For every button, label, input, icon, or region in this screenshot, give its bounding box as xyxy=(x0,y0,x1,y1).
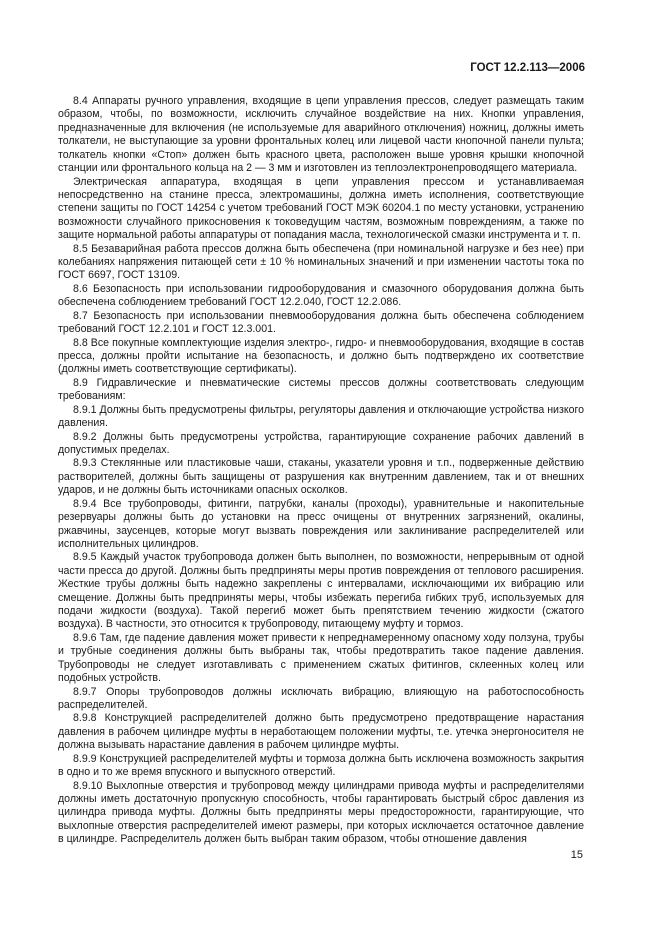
paragraph-8-9-5: 8.9.5 Каждый участок трубопровода должен быть выполнен, по возможности, непрерывным от одной части пресса до другой. Должны быть предприняты меры против повреждения от теплового расширения. Жесткие трубы должны быть надежно закреплены с интервалами, исключающими их вибрацию или смещение. Должны быть предприняты меры, чтобы избежать перегиба гибких труб, используемых для подачи жидкости (воздуха). Такой перегиб может быть препятствием течению жидкости (сжатого воздуха). В частности, это относится к трубопроводу, питающему муфту и тормоз. xyxy=(58,551,584,631)
paragraph-8-9-8: 8.9.8 Конструкцией распределителей должно быть предусмотрено предотвращение нарастания давления в рабочем цилиндре муфты в неработающем положении муфты, т.е. утечка энергоносителя не должна вызывать нарастание давления в рабочем цилиндре муфты. xyxy=(58,712,584,752)
paragraph-8-9-6: 8.9.6 Там, где падение давления может привести к непреднамеренному опасному ходу ползуна, трубы и трубные соединения должны быть выбраны так, чтобы предотвратить такое падение давления. Трубопроводы не следует изготавливать с применением сжатых фитингов, склеенных колец или подобных устройств. xyxy=(58,631,584,685)
paragraph-8-9-3: 8.9.3 Стеклянные или пластиковые чаши, стаканы, указатели уровня и т.п., подверженные действию растворителей, должны быть защищены от разрушения как внутренним давлением, так и от внешних ударов, и не должны быть источниками опасных осколков. xyxy=(58,457,584,497)
paragraph-8-9: 8.9 Гидравлические и пневматические системы прессов должны соответствовать следующим требованиям: xyxy=(58,376,584,403)
document-body xyxy=(58,95,584,847)
paragraph-8-9-7: 8.9.7 Опоры трубопроводов должны исключать вибрацию, влияющую на работоспособность распределителей. xyxy=(58,685,584,711)
paragraph-8-5: 8.5 Безаварийная работа прессов должна быть обеспечена (при номинальной нагрузке и без нее) при колебаниях напряжения питающей сети ± 10 % номинальных значений и при изменении частоты тока по ГОСТ 6697, ГОСТ 13109. xyxy=(58,242,584,282)
paragraph-8-4: 8.4 Аппараты ручного управления, входящие в цепи управления прессов, следует размещать таким образом, чтобы, по возможности, исключить случайное воздействие на них. Кнопки управления, предназначенные для включения (не используемые для аварийного отключения) ножниц, должны иметь толкатели, не выступающие за уровни фронтальных колец или лицевой части кнопочной панели пульта; толкатель кнопки «Стоп» должен быть красного цвета, расположен выше уровня крышки кнопочной станции или фронтального кольца на 2 — 3 мм и изготовлен из теплоэлектронепроводящего материала. xyxy=(58,95,584,175)
paragraph-electrical-apparatus: Электрическая аппаратура, входящая в цепи управления прессом и устанавливаемая непосредственно на станине пресса, электромашины, должна иметь исполнения, соответствующие степени защиты по ГОСТ 14254 с учетом требований ГОСТ МЭК 60204.1 по месту установки, устранению возможности случайного прикосновения к токоведущим частям, возможным повреждениям, а также по защите нормальной работы аппаратуры от попадания масла, технологической смазки инструмента и т. п. xyxy=(58,175,584,242)
paragraph-8-9-9: 8.9.9 Конструкцией распределителей муфты и тормоза должна быть исключена возможность закрытия в одно и то же время впускного и выпускного отверстий. xyxy=(58,752,584,779)
paragraph-8-9-4: 8.9.4 Все трубопроводы, фитинги, патрубки, каналы (проходы), уравнительные и накопительные резервуары должны быть до установки на пресс очищены от внутренних загрязнений, окалины, ржавчины, заусенцев, которые могут вызвать повреждения или заклинивание распределителей или исполнительных цилиндров. xyxy=(58,497,584,550)
paragraph-8-7: 8.7 Безопасность при использовании пневмооборудования должна быть обеспечена соблюдением требований ГОСТ 12.2.101 и ГОСТ 12.3.001. xyxy=(58,309,584,336)
paragraph-8-9-10: 8.9.10 Выхлопные отверстия и трубопровод между цилиндрами привода муфты и распределителями должны иметь достаточную пропускную способность, чтобы гарантировать быстрый сброс давления из цилиндра привода муфты. Должны быть предприняты меры предосторожности, гарантирующие, что выхлопные отверстия распределителей имеют размеры, при которых исключается остаточное давление в цилиндре. Распределитель должен быть выбран таким образом, чтобы отношение давления xyxy=(58,779,584,846)
paragraph-8-8: 8.8 Все покупные комплектующие изделия электро-, гидро- и пневмооборудования, входящие в состав пресса, должны пройти испытание на безопасность, и должно быть подтверждено их соответствие (должны иметь соответствующие сертификаты). xyxy=(58,336,584,376)
document-code: ГОСТ 12.2.113—2006 xyxy=(470,62,585,74)
paragraph-8-9-2: 8.9.2 Должны быть предусмотрены устройства, гарантирующие сохранение рабочих давлений в допустимых пределах. xyxy=(58,430,584,456)
paragraph-8-9-1: 8.9.1 Должны быть предусмотрены фильтры, регуляторы давления и отключающие устройства низкого давления. xyxy=(58,403,584,430)
page-header xyxy=(470,62,585,74)
paragraph-8-6: 8.6 Безопасность при использовании гидрооборудования и смазочного оборудования должна быть обеспечена соблюдением требований ГОСТ 12.2.040, ГОСТ 12.2.086. xyxy=(58,282,584,309)
page-number: 15 xyxy=(570,849,583,861)
